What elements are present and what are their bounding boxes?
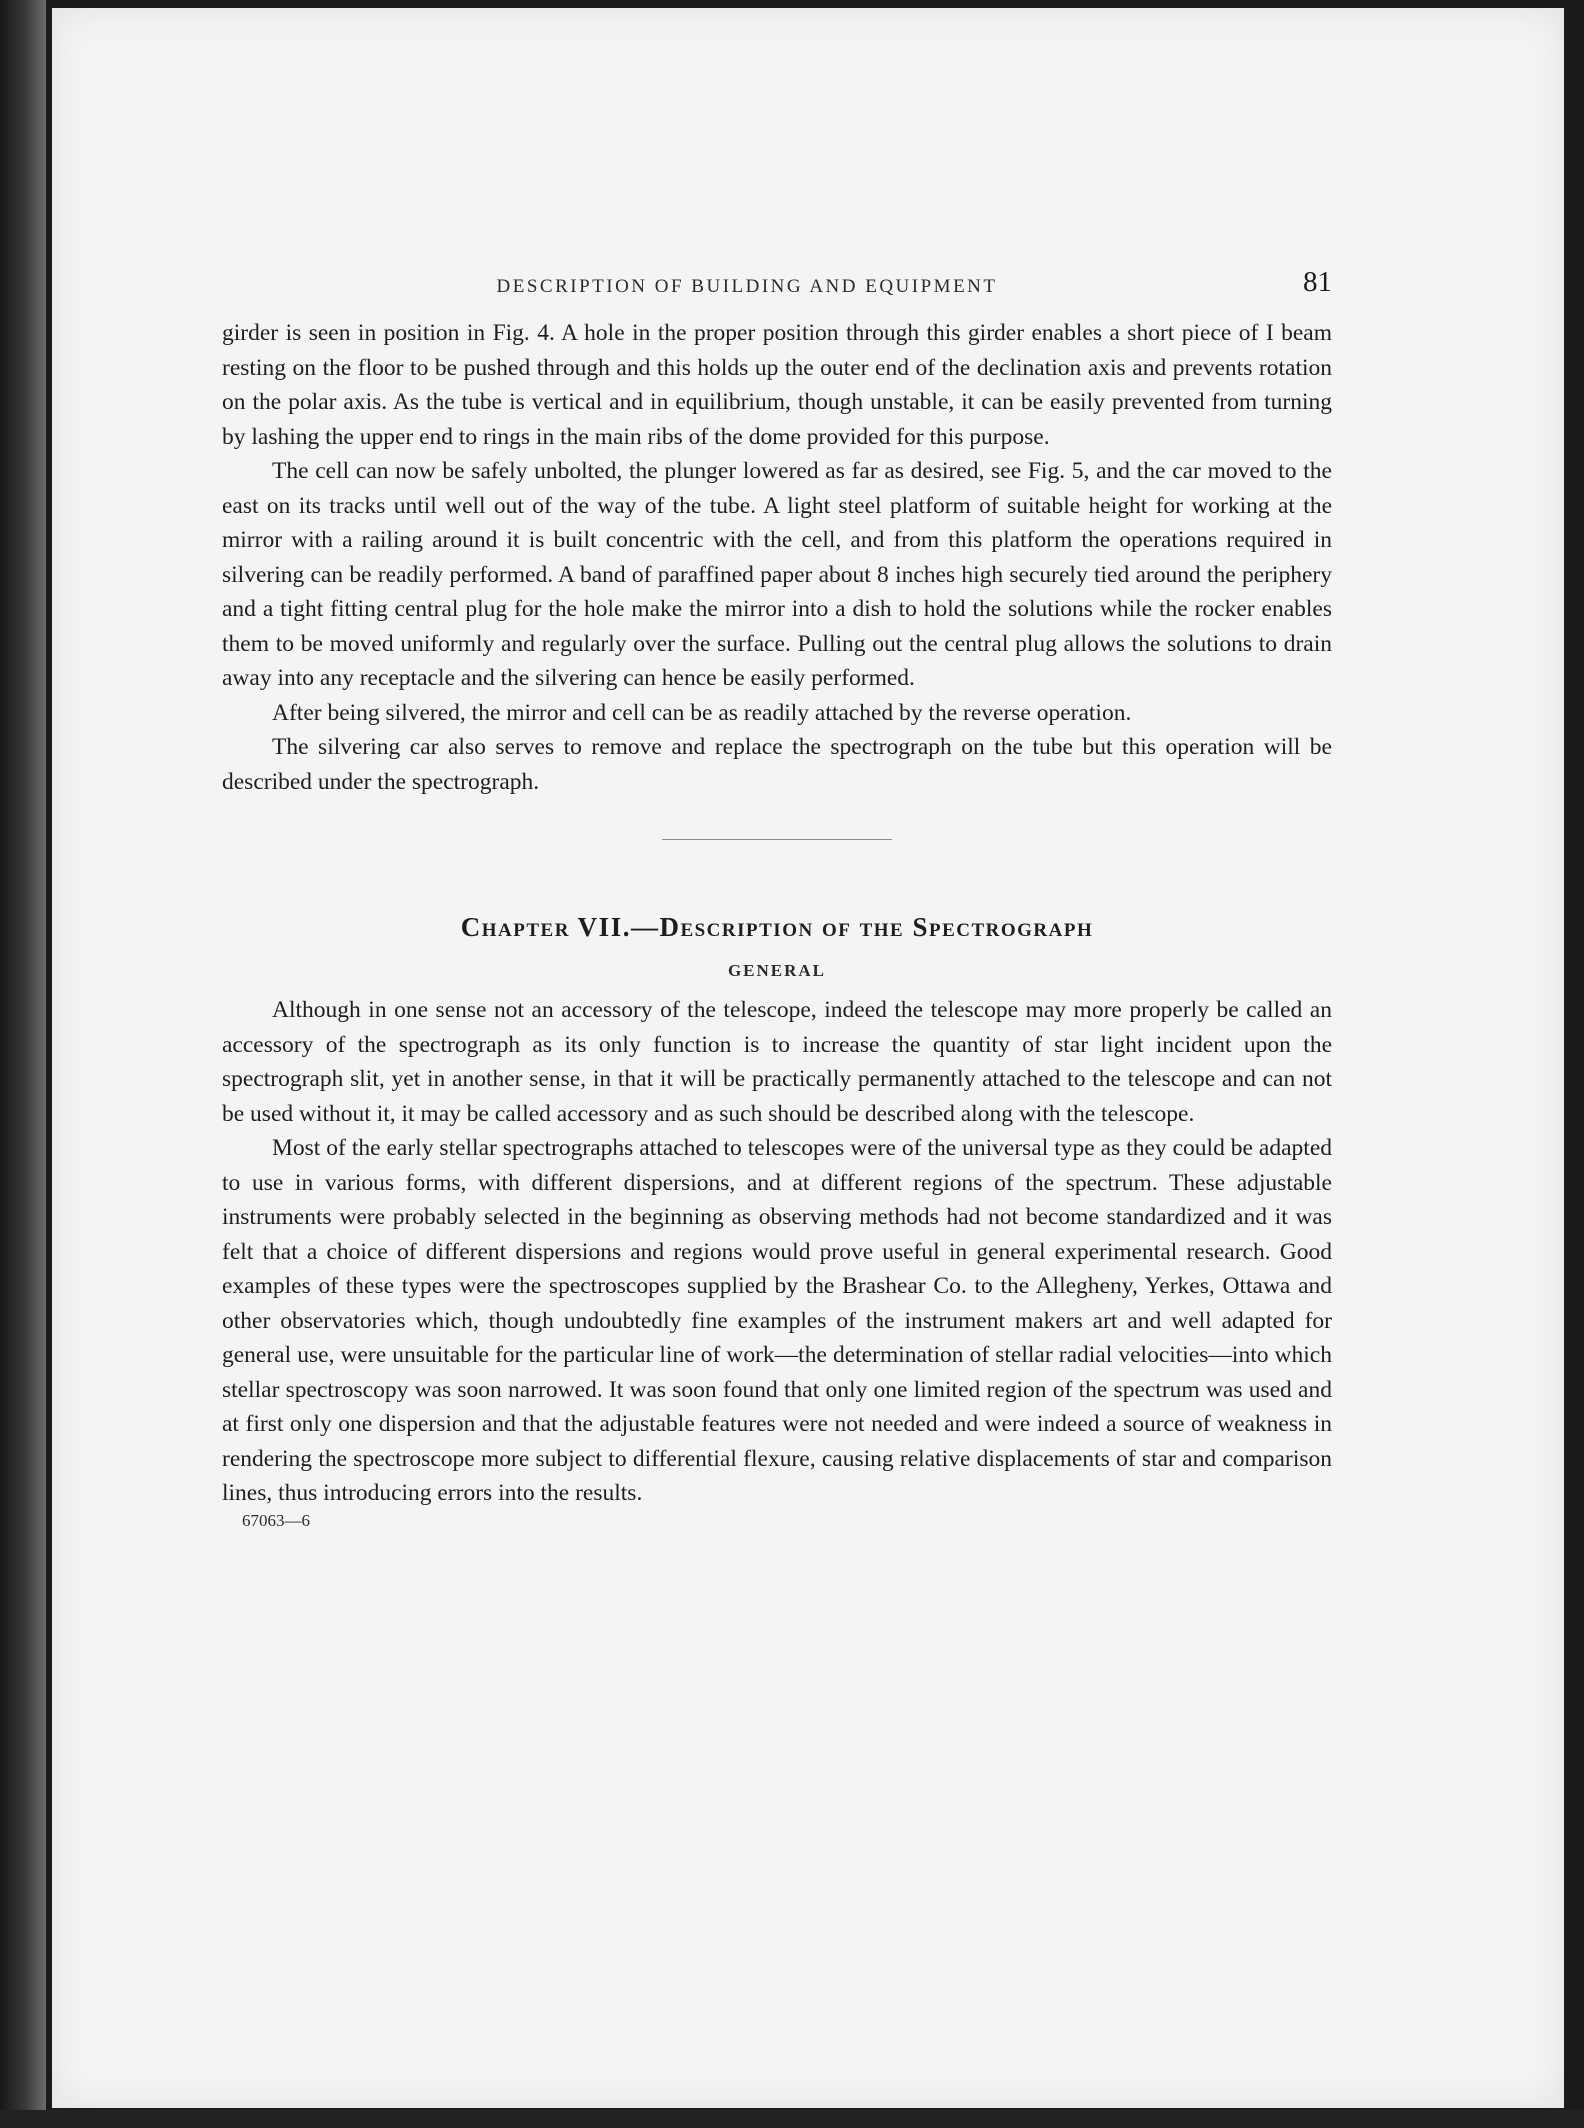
section-divider-rule <box>662 839 892 840</box>
book-spine-edge <box>0 0 46 2128</box>
scan-bottom-edge <box>0 2110 1584 2128</box>
paragraph-cell-unbolted: The cell can now be safely unbolted, the plunger lowered as far as desired, see Fig. 5, and the car moved to the east on its tracks until well out of the way of the tube. A light steel platform of suitable height for working at the mirror with a railing around it is built concentric with the cell, and from this platform the operations required in silvering can be readily performed. A band of paraffined paper about 8 inches high securely tied around the periphery and a tight fitting central plug for the hole make the mirror into a dish to hold the solutions while the rocker enables them to be moved uniformly and regularly over the surface. Pulling out the central plug allows the solutions to drain away into any receptacle and the silvering can hence be easily performed. <box>222 458 1332 691</box>
document-page <box>52 8 1564 2108</box>
page-number: 81 <box>1303 266 1332 298</box>
section-heading: GENERAL <box>727 961 827 980</box>
paragraph-accessory: Although in one sense not an accessory of the telescope, indeed the telescope may more properly be called an accessory of the spectrograph as its only function is to increase the quantity of star light incident upon the spectrograph slit, yet in another sense, in that it will be practically permanently attached to the telescope and can not be used without it, it may be called accessory and as such should be described along with the telescope. <box>222 997 1332 1127</box>
paragraph-silvering-car: The silvering car also serves to remove and replace the spectrograph on the tube but this operation will be described under the spectrograph. <box>222 734 1332 795</box>
chapter-heading: Chapter VII.—Description of the Spectrograph <box>460 912 1094 942</box>
paragraph-after-silvered: After being silvered, the mirror and cell can be as readily attached by the reverse operation. <box>272 699 1132 726</box>
paragraph-girder: girder is seen in position in Fig. 4. A hole in the proper position through this girder enables a short piece of I beam resting on the floor to be pushed through and this holds up the outer end of the declination axis and prevents rotation on the polar axis. As the tube is vertical and in equilibrium, though unstable, it can be easily prevented from turning by lashing the upper end to rings in the main ribs of the dome provided for this purpose. <box>222 320 1332 450</box>
running-title: DESCRIPTION OF BUILDING AND EQUIPMENT <box>496 276 998 297</box>
signature-code: 67063—6 <box>242 1510 310 1530</box>
running-head <box>222 266 1332 316</box>
text-block <box>222 266 1332 1531</box>
paragraph-early-spectrographs: Most of the early stellar spectrographs attached to telescopes were of the universal type as they could be adapted to use in various forms, with different dispersions, and at different regions of the spectrum. These adjustable instruments were probably selected in the beginning as observing methods had not become standardized and it was felt that a choice of different dispersions and regions would prove useful in general experimental research. Good examples of these types were the spectroscopes supplied by the Brashear Co. to the Allegheny, Yerkes, Ottawa and other observatories which, though undoubtedly fine examples of the instrument makers art and well adapted for general use, were unsuitable for the particular line of work—the determination of stellar radial velocities—into which stellar spectroscopy was soon narrowed. It was soon found that only one limited region of the spectrum was used and at first only one dispersion and that the adjustable features were not needed and were indeed a source of weakness in rendering the spectroscope more subject to differential flexure, causing relative displacements of star and comparison lines, thus introducing errors into the results. <box>222 1135 1332 1506</box>
